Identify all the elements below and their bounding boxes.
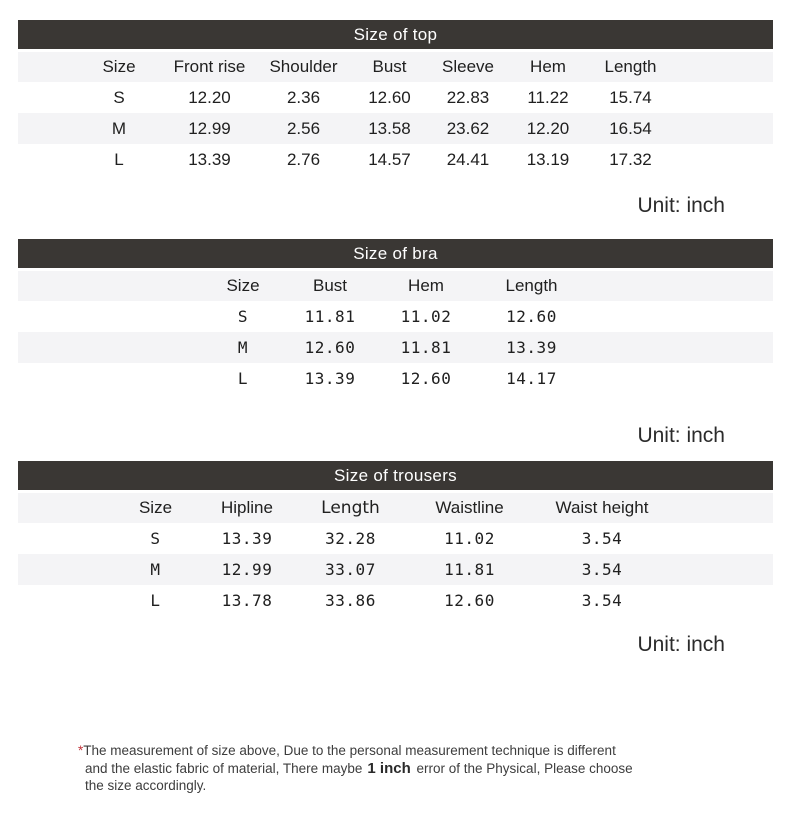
size-of-bra-section xyxy=(18,239,773,394)
value-cell: 13.39 xyxy=(304,369,356,388)
value-cell: 14.57 xyxy=(368,149,411,169)
value-cell: 12.20 xyxy=(526,118,570,138)
value-cell: 12.60 xyxy=(368,87,411,107)
spacer-cell xyxy=(671,523,773,554)
spacer-cell xyxy=(586,363,773,394)
value-cell: 32.28 xyxy=(325,529,376,548)
spacer-cell xyxy=(18,82,76,113)
value-cell: 13.39 xyxy=(221,529,273,548)
footnote-line3: the size accordingly. xyxy=(85,778,207,793)
footnote-line2-post: error of the Physical, Please choose xyxy=(416,760,633,776)
header-cell: Size xyxy=(138,498,173,517)
unit-label: Unit: inch xyxy=(637,194,725,217)
value-cell: 17.32 xyxy=(609,149,652,169)
header-cell: Bust xyxy=(372,57,407,76)
header-cell: Length xyxy=(505,276,558,295)
table-row xyxy=(18,585,773,616)
value-cell: 11.22 xyxy=(527,87,569,107)
value-cell: 33.07 xyxy=(325,560,376,579)
spacer-cell xyxy=(18,52,76,82)
spacer-cell xyxy=(672,82,773,113)
value-cell: 14.17 xyxy=(506,369,557,388)
value-cell: 12.60 xyxy=(400,369,452,388)
spacer-cell xyxy=(671,585,773,616)
size-of-trousers-table xyxy=(18,493,773,616)
spacer-cell xyxy=(18,144,76,175)
value-cell: 12.20 xyxy=(188,87,231,107)
spacer-cell xyxy=(18,493,112,523)
size-cell: L xyxy=(114,149,124,169)
value-cell: 13.58 xyxy=(368,118,411,138)
header-cell: Hipline xyxy=(221,498,273,517)
value-cell: 33.86 xyxy=(325,591,376,610)
footnote-inch-emphasis: 1 inch xyxy=(367,759,411,777)
measurement-disclaimer xyxy=(78,742,723,795)
table-row xyxy=(18,301,773,332)
size-cell: M xyxy=(111,118,127,138)
spacer-cell xyxy=(18,585,112,616)
value-cell: 13.19 xyxy=(526,149,570,169)
size-cell: M xyxy=(150,560,161,579)
header-cell: Hem xyxy=(530,57,566,76)
header-row xyxy=(18,52,773,82)
size-cell: S xyxy=(150,529,161,548)
spacer-cell xyxy=(18,113,76,144)
table-title: Size of top xyxy=(18,20,773,49)
table-title: Size of trousers xyxy=(18,461,773,490)
value-cell: 23.62 xyxy=(446,118,490,138)
header-row xyxy=(18,493,773,523)
value-cell: 3.54 xyxy=(581,560,623,579)
value-cell: 11.02 xyxy=(400,307,452,326)
value-cell: 15.74 xyxy=(609,87,652,107)
value-cell: 13.78 xyxy=(221,591,273,610)
header-cell: Hem xyxy=(408,276,444,295)
header-row xyxy=(18,271,773,301)
size-cell: L xyxy=(237,369,249,388)
value-cell: 12.60 xyxy=(304,338,356,357)
table-row xyxy=(18,113,773,144)
value-cell: 22.83 xyxy=(446,87,490,107)
header-cell: Shoulder xyxy=(269,57,338,76)
size-of-top-section xyxy=(18,20,773,175)
footnote-line2-pre: and the elastic fabric of material, There maybe xyxy=(85,760,363,776)
table-row xyxy=(18,523,773,554)
size-of-trousers-section xyxy=(18,461,773,616)
table-row xyxy=(18,332,773,363)
header-cell: Length xyxy=(321,498,380,518)
size-cell: M xyxy=(237,338,249,357)
spacer-cell xyxy=(18,301,201,332)
size-cell: L xyxy=(150,591,161,610)
header-cell: Waist height xyxy=(555,498,649,517)
value-cell: 2.36 xyxy=(286,87,321,107)
value-cell: 12.99 xyxy=(188,118,231,138)
spacer-cell xyxy=(18,523,112,554)
spacer-cell xyxy=(18,363,201,394)
spacer-cell xyxy=(672,144,773,175)
footnote-line1: The measurement of size above, Due to the personal measurement technique is different xyxy=(83,743,616,758)
value-cell: 13.39 xyxy=(188,149,231,169)
spacer-cell xyxy=(672,113,773,144)
unit-label: Unit: inch xyxy=(637,424,725,447)
header-cell: Front rise xyxy=(173,57,246,76)
size-of-bra-table xyxy=(18,271,773,394)
value-cell: 3.54 xyxy=(581,529,623,548)
table-row xyxy=(18,554,773,585)
value-cell: 13.39 xyxy=(506,338,557,357)
size-of-top-table xyxy=(18,52,773,175)
value-cell: 2.56 xyxy=(286,118,321,138)
table-row xyxy=(18,82,773,113)
size-cell: S xyxy=(237,307,249,326)
value-cell: 3.54 xyxy=(581,591,623,610)
value-cell: 12.60 xyxy=(506,307,557,326)
spacer-cell xyxy=(671,554,773,585)
value-cell: 24.41 xyxy=(446,149,490,169)
value-cell: 2.76 xyxy=(286,149,321,169)
unit-label: Unit: inch xyxy=(637,633,725,656)
value-cell: 16.54 xyxy=(609,118,652,138)
header-cell: Sleeve xyxy=(442,57,494,76)
spacer-cell xyxy=(586,271,773,301)
spacer-cell xyxy=(671,493,773,523)
size-cell: S xyxy=(113,87,125,107)
header-cell: Waistline xyxy=(435,498,504,517)
header-cell: Size xyxy=(102,57,136,76)
spacer-cell xyxy=(18,271,201,301)
table-row xyxy=(18,363,773,394)
value-cell: 11.81 xyxy=(304,307,356,326)
spacer-cell xyxy=(672,52,773,82)
spacer-cell xyxy=(586,332,773,363)
asterisk-marker: * xyxy=(78,743,84,758)
value-cell: 11.81 xyxy=(400,338,452,357)
value-cell: 12.99 xyxy=(221,560,273,579)
value-cell: 11.81 xyxy=(444,560,495,579)
table-row xyxy=(18,144,773,175)
table-title: Size of bra xyxy=(18,239,773,268)
spacer-cell xyxy=(18,332,201,363)
value-cell: 11.02 xyxy=(444,529,495,548)
spacer-cell xyxy=(586,301,773,332)
spacer-cell xyxy=(18,554,112,585)
header-cell: Size xyxy=(226,276,260,295)
header-cell: Length xyxy=(604,57,657,76)
value-cell: 12.60 xyxy=(444,591,495,610)
header-cell: Bust xyxy=(312,276,348,295)
